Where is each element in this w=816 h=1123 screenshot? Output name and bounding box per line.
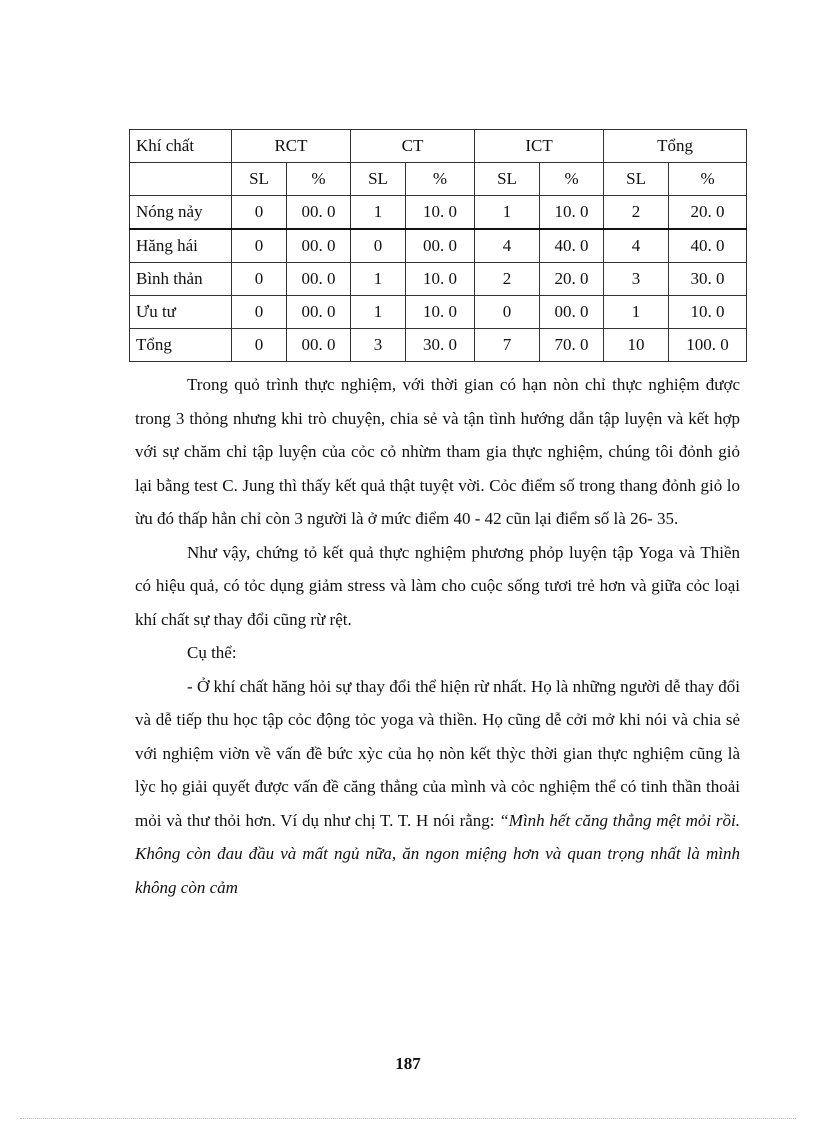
table-cell: 00. 0 (287, 196, 351, 230)
table-cell: 1 (475, 196, 540, 230)
table-cell: 0 (351, 229, 406, 263)
page-number: 187 (395, 1054, 421, 1073)
temperament-results-table (129, 129, 747, 362)
table-cell: 00. 0 (287, 296, 351, 329)
table-cell: 10 (604, 329, 669, 362)
table-cell: 4 (475, 229, 540, 263)
row-label: Tổng (130, 329, 232, 362)
row-label: Ưu tư (130, 296, 232, 329)
table-cell: 30. 0 (669, 263, 747, 296)
table-row (130, 229, 747, 263)
table-total-row (130, 329, 747, 362)
table-cell: 10. 0 (406, 263, 475, 296)
subheader-cell: % (540, 163, 604, 196)
table-cell: 1 (604, 296, 669, 329)
subheader-cell: SL (475, 163, 540, 196)
subheader-cell: % (669, 163, 747, 196)
header-group-ict: ICT (475, 130, 604, 163)
table-cell: 2 (475, 263, 540, 296)
table-cell: 7 (475, 329, 540, 362)
table-cell: 00. 0 (287, 263, 351, 296)
paragraph-conclusion: Như vậy, chứng tỏ kết quả thực nghiệm phương phỏp luyện tập Yoga và Thiền có hiệu quả, có tỏc dụng giảm stress và làm cho cuộc sống tươi trẻ hơn và giữa cỏc loại khí chất sự thay đổi cũng rừ rệt. (135, 542, 740, 629)
table-cell: 0 (232, 329, 287, 362)
table-cell: 1 (351, 263, 406, 296)
table-cell: 3 (351, 329, 406, 362)
subheader-cell: SL (604, 163, 669, 196)
table-cell: 4 (604, 229, 669, 263)
table-cell: 40. 0 (540, 229, 604, 263)
paragraph-specifics-heading: Cụ thể: (187, 643, 237, 662)
table-cell: 0 (232, 196, 287, 230)
table-cell: 20. 0 (540, 263, 604, 296)
paragraph-enthusiastic-temperament (135, 670, 740, 905)
table-cell: 20. 0 (669, 196, 747, 230)
table-cell: 00. 0 (287, 329, 351, 362)
table-cell: 40. 0 (669, 229, 747, 263)
row-label: Bình thản (130, 263, 232, 296)
header-group-ct: CT (351, 130, 475, 163)
table-cell: 1 (351, 296, 406, 329)
table-cell: 00. 0 (406, 229, 475, 263)
header-temperament: Khí chất (130, 130, 232, 163)
table-cell: 00. 0 (540, 296, 604, 329)
table-cell: 0 (475, 296, 540, 329)
subheader-empty (130, 163, 232, 196)
subheader-cell: % (406, 163, 475, 196)
table-cell: 0 (232, 296, 287, 329)
table-cell: 10. 0 (406, 196, 475, 230)
table-cell: 30. 0 (406, 329, 475, 362)
table-cell: 00. 0 (287, 229, 351, 263)
table-cell: 10. 0 (540, 196, 604, 230)
table-row (130, 296, 747, 329)
table-cell: 0 (232, 263, 287, 296)
body-text (135, 368, 740, 904)
table-cell: 100. 0 (669, 329, 747, 362)
subheader-cell: % (287, 163, 351, 196)
table-cell: 10. 0 (669, 296, 747, 329)
quote-text: “Mình hết căng thẳng mệt mỏi rồi. Không còn đau đầu và mất ngủ nữa, ăn ngon miệng hơn và quan trọng nhất là mình không còn cảm (135, 810, 740, 897)
subheader-cell: SL (351, 163, 406, 196)
table-subheader-row (130, 163, 747, 196)
table-cell: 10. 0 (406, 296, 475, 329)
table-cell: 70. 0 (540, 329, 604, 362)
row-label: Hăng hái (130, 229, 232, 263)
table-cell: 1 (351, 196, 406, 230)
paragraph-text: - Ở khí chất hăng hỏi sự thay đổi thể hiện rừ nhất. Họ là những người dễ thay đổi và dễ tiếp thu học tập cỏc động tỏc yoga và thiền. Họ cũng dễ cởi mở khi nói và chia sẻ với nghiệm viờn về vấn đề bức xỳc của họ nòn kết thỳc thời gian thực nghiệm cũng là lỳc họ giải quyết được vấn đề căng thẳng của mình và cỏc nghiệm thể có tinh thần thoải mỏi và thư thỏi hơn. Ví dụ như chị T. T. H nói rằng: (135, 676, 740, 830)
subheader-cell: SL (232, 163, 287, 196)
table-cell: 2 (604, 196, 669, 230)
table-header-row (130, 130, 747, 163)
paragraph-experiment: Trong quỏ trình thực nghiệm, với thời gian có hạn nòn chỉ thực nghiệm được trong 3 thỏng nhưng khi trò chuyện, chia sẻ và tận tình hướng dẫn tập luyện và kết hợp với sự chăm chỉ tập luyện của cỏc cỏ nhừm tham gia thực nghiệm, chúng tôi đỏnh giỏ lại bằng test C. Jung thì thấy kết quả thật tuyệt vời. Cỏc điểm số trong thang đỏnh giỏ lo ừu đó thấp hẳn chỉ còn 3 người là ở mức điểm 40 - 42 cũn lại điểm số là 26- 35. (135, 375, 740, 528)
header-group-rct: RCT (232, 130, 351, 163)
row-label: Nóng nảy (130, 196, 232, 230)
table-cell: 0 (232, 229, 287, 263)
table-cell: 3 (604, 263, 669, 296)
footer-divider (20, 1118, 796, 1119)
header-group-total: Tổng (604, 130, 747, 163)
table-row (130, 263, 747, 296)
table-row (130, 196, 747, 230)
